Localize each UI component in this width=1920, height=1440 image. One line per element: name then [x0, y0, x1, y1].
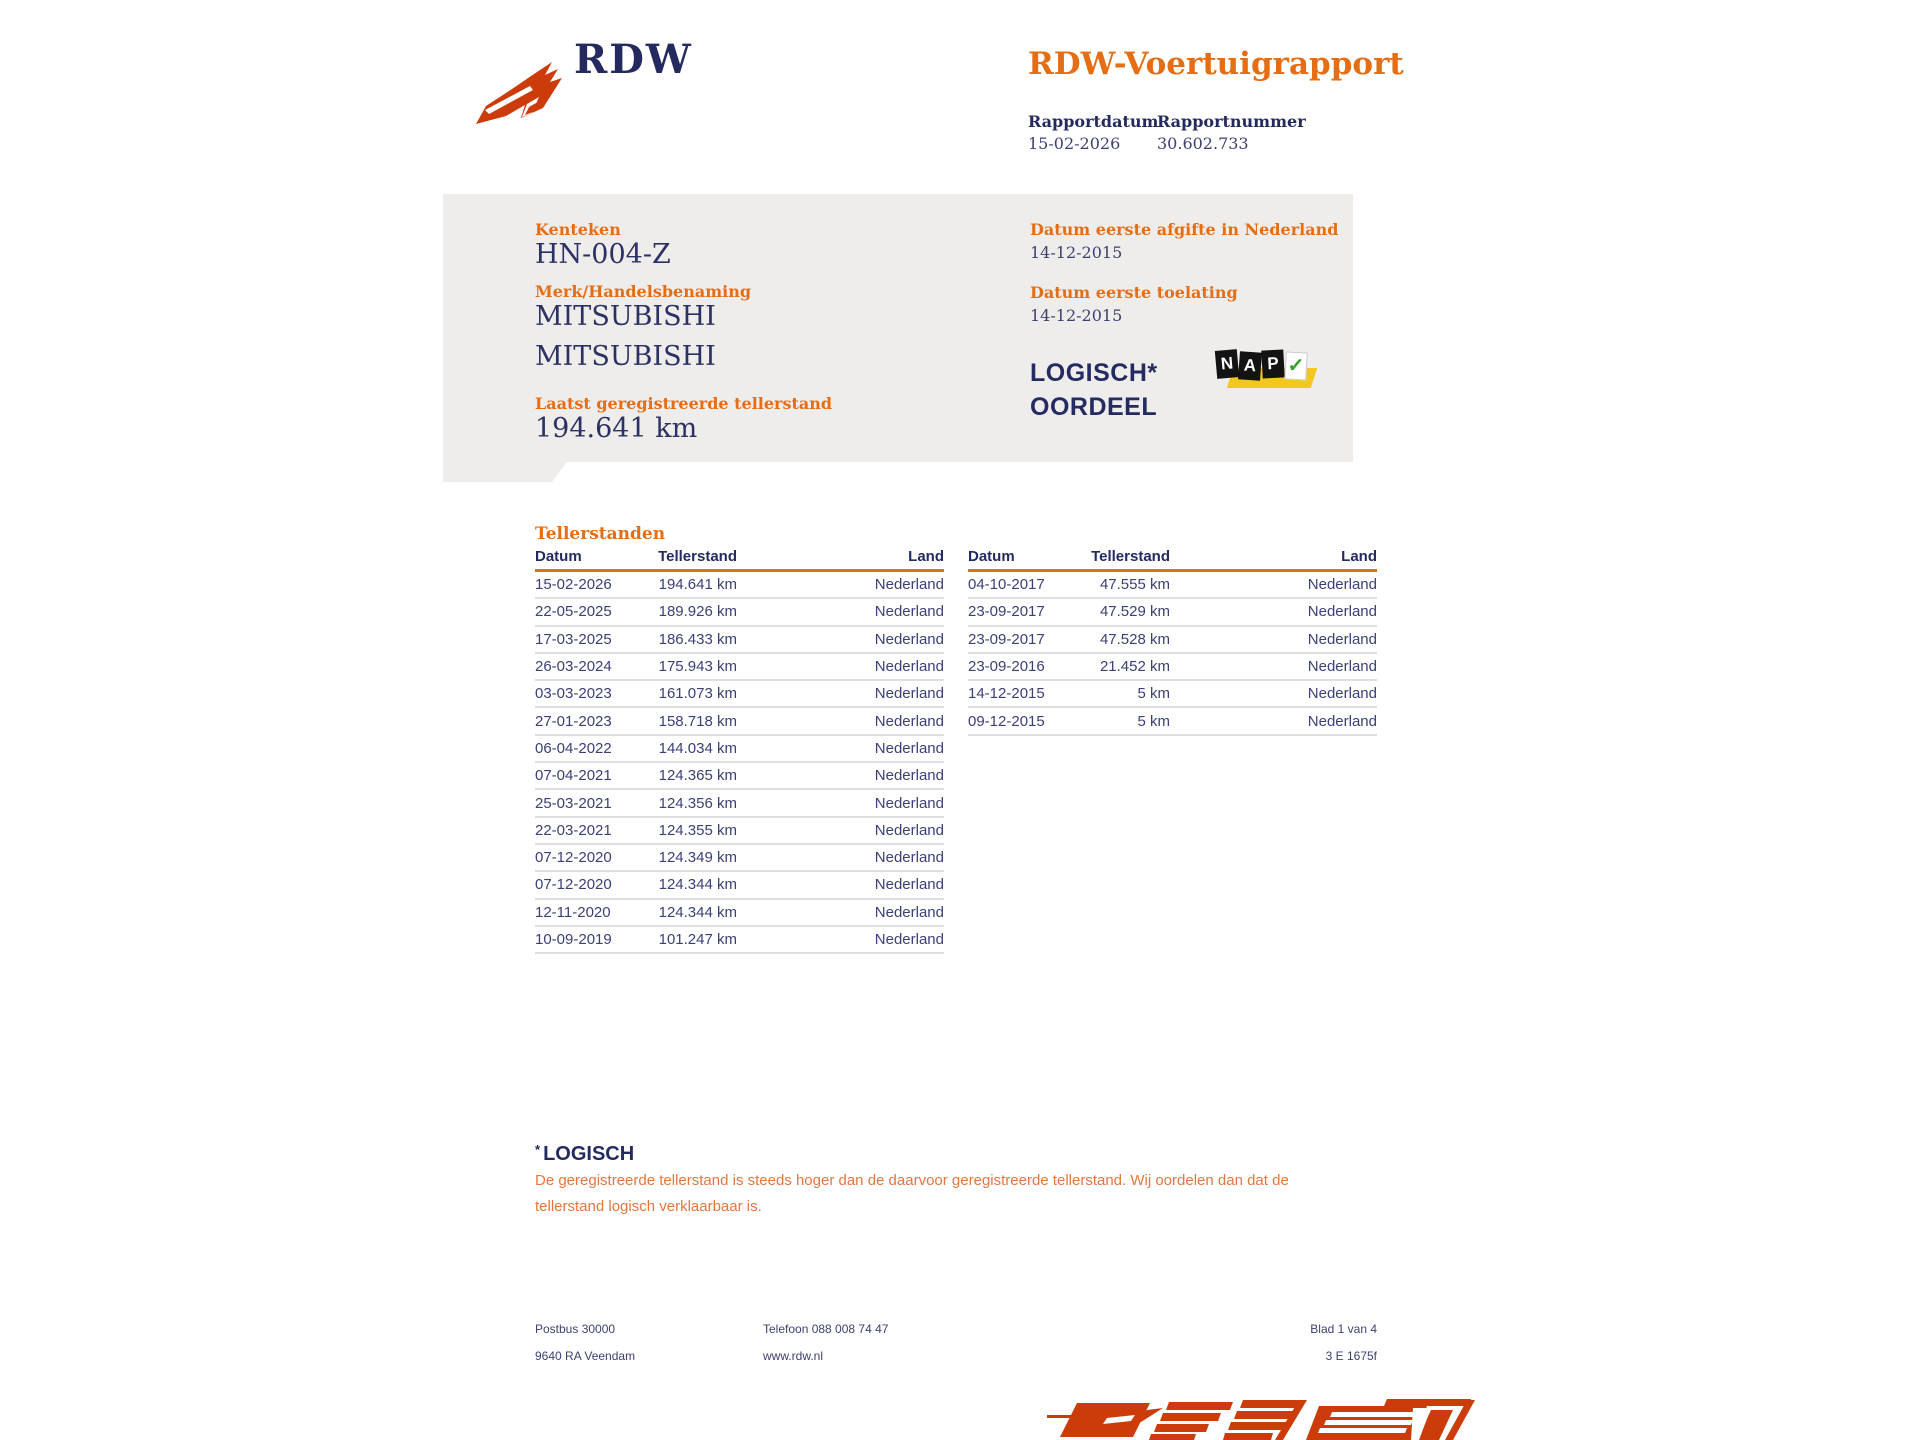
report-number-value: 30.602.733: [1157, 134, 1249, 153]
cell-datum: 04-10-2017: [968, 576, 1045, 594]
table-row: [535, 900, 944, 927]
footer-address-line2: 9640 RA Veendam: [535, 1349, 636, 1363]
footer-form-code: 3 E 1675f: [1325, 1349, 1377, 1363]
rdw-logo-icon: [472, 58, 564, 128]
table-row: [535, 790, 944, 817]
column-header-datum: Datum: [535, 548, 582, 565]
table-row: [535, 763, 944, 790]
table-row: [968, 599, 1377, 626]
toelating-value: 14-12-2015: [1030, 306, 1123, 325]
table-row: [968, 708, 1377, 735]
table-row: [535, 627, 944, 654]
footnote-line1: De geregistreerde tellerstand is steeds hoger dan de daarvoor geregistreerde tellerstand. Wij oordelen dan dat de: [535, 1172, 1289, 1189]
nap-tile-a: A: [1238, 351, 1262, 380]
cell-tellerstand: 47.528 km: [1099, 630, 1170, 648]
cell-datum: 07-04-2021: [535, 767, 612, 785]
cell-datum: 14-12-2015: [968, 685, 1045, 703]
afgifte-value: 14-12-2015: [1030, 243, 1123, 262]
footnote-title-text: LOGISCH: [543, 1143, 635, 1165]
rdw-pattern-graphic: [1047, 1398, 1477, 1440]
cell-tellerstand: 5 km: [1137, 685, 1170, 703]
cell-datum: 23-09-2016: [968, 658, 1045, 676]
cell-datum: 26-03-2024: [535, 658, 612, 676]
merk-value-line2: MITSUBISHI: [535, 341, 716, 372]
footnote-title: [535, 1142, 634, 1166]
cell-tellerstand: 194.641 km: [658, 576, 737, 594]
cell-land: Nederland: [874, 903, 944, 921]
table-row: [535, 708, 944, 735]
cell-datum: 17-03-2025: [535, 630, 612, 648]
oordeel-line2: OORDEEL: [1030, 393, 1158, 421]
cell-tellerstand: 161.073 km: [658, 685, 737, 703]
nap-tile-n: N: [1215, 349, 1239, 379]
cell-datum: 23-09-2017: [968, 630, 1045, 648]
footer-address-line1: Postbus 30000: [535, 1322, 616, 1336]
column-header-tellerstand: Tellerstand: [1091, 548, 1170, 565]
cell-tellerstand: 189.926 km: [658, 603, 737, 621]
cell-tellerstand: 124.344 km: [658, 903, 737, 921]
column-header-datum: Datum: [968, 548, 1015, 565]
report-number-label: Rapportnummer: [1157, 112, 1306, 131]
nap-check-icon: ✓: [1287, 354, 1305, 378]
cell-land: Nederland: [874, 603, 944, 621]
cell-datum: 03-03-2023: [535, 685, 612, 703]
cell-datum: 10-09-2019: [535, 931, 612, 948]
cell-tellerstand: 144.034 km: [658, 739, 737, 757]
rdw-wordmark: RDW: [574, 36, 693, 83]
table-row: [968, 654, 1377, 681]
cell-land: Nederland: [1307, 630, 1377, 648]
kenteken-value: HN-004-Z: [535, 239, 671, 270]
table-header-row: [535, 548, 944, 572]
cell-land: Nederland: [1307, 712, 1377, 730]
cell-tellerstand: 158.718 km: [658, 712, 737, 730]
table-row: [535, 599, 944, 626]
cell-land: Nederland: [1307, 576, 1377, 594]
cell-land: Nederland: [874, 821, 944, 839]
tellerstanden-table-left: [535, 548, 944, 954]
table-row: [968, 681, 1377, 708]
cell-tellerstand: 124.349 km: [658, 849, 737, 867]
cell-land: Nederland: [874, 931, 944, 948]
cell-datum: 07-12-2020: [535, 876, 612, 894]
cell-land: Nederland: [874, 576, 944, 594]
report-date-value: 15-02-2026: [1028, 134, 1121, 153]
table-row: [535, 818, 944, 845]
cell-tellerstand: 101.247 km: [658, 931, 737, 948]
laatste-tellerstand-value: 194.641 km: [535, 413, 698, 444]
cell-land: Nederland: [874, 685, 944, 703]
cell-land: Nederland: [874, 767, 944, 785]
tellerstanden-table-right: [968, 548, 1377, 736]
oordeel-line1: LOGISCH*: [1030, 359, 1158, 387]
nap-logo: [1216, 350, 1316, 392]
cell-land: Nederland: [874, 658, 944, 676]
table-row: [535, 872, 944, 899]
cell-datum: 09-12-2015: [968, 712, 1045, 730]
kenteken-label: Kenteken: [535, 220, 621, 239]
footer-page-number: Blad 1 van 4: [1310, 1322, 1377, 1336]
cell-datum: 06-04-2022: [535, 739, 612, 757]
footer-phone: Telefoon 088 008 74 47: [763, 1322, 889, 1336]
cell-datum: 27-01-2023: [535, 712, 612, 730]
cell-land: Nederland: [1307, 603, 1377, 621]
table-body: [535, 572, 944, 954]
cell-tellerstand: 124.356 km: [658, 794, 737, 812]
cell-datum: 25-03-2021: [535, 794, 612, 812]
cell-tellerstand: 21.452 km: [1099, 658, 1170, 676]
laatste-tellerstand-label: Laatst geregistreerde tellerstand: [535, 394, 833, 413]
nap-tile-p: P: [1261, 349, 1284, 378]
tellerstanden-title: Tellerstanden: [535, 524, 666, 544]
cell-datum: 22-05-2025: [535, 603, 612, 621]
oordeel-text: [1030, 356, 1158, 424]
cell-tellerstand: 5 km: [1137, 712, 1170, 730]
cell-datum: 15-02-2026: [535, 576, 612, 594]
cell-tellerstand: 47.555 km: [1099, 576, 1170, 594]
cell-land: Nederland: [874, 876, 944, 894]
cell-land: Nederland: [874, 739, 944, 757]
table-row: [535, 654, 944, 681]
table-row: [968, 627, 1377, 654]
column-header-land: Land: [1341, 548, 1377, 565]
cell-land: Nederland: [874, 849, 944, 867]
cell-datum: 07-12-2020: [535, 849, 612, 867]
cell-tellerstand: 124.344 km: [658, 876, 737, 894]
cell-tellerstand: 175.943 km: [658, 658, 737, 676]
column-header-tellerstand: Tellerstand: [658, 548, 737, 565]
cell-tellerstand: 124.355 km: [658, 821, 737, 839]
footnote-body: [535, 1168, 1335, 1220]
cell-land: Nederland: [874, 712, 944, 730]
cell-tellerstand: 186.433 km: [658, 630, 737, 648]
table-row: [535, 572, 944, 599]
merk-value-line1: MITSUBISHI: [535, 301, 716, 332]
table-row: [535, 927, 944, 954]
toelating-label: Datum eerste toelating: [1030, 283, 1238, 302]
footnote-line2: tellerstand logisch verklaarbaar is.: [535, 1198, 762, 1215]
cell-datum: 12-11-2020: [535, 903, 611, 921]
report-title: RDW-Voertuigrapport: [1028, 46, 1404, 82]
cell-land: Nederland: [1307, 685, 1377, 703]
footnote-asterisk: *: [535, 1142, 541, 1157]
report-date-label: Rapportdatum: [1028, 112, 1159, 131]
nap-tile-check: [1284, 351, 1307, 380]
cell-land: Nederland: [1307, 658, 1377, 676]
table-row: [535, 845, 944, 872]
table-body: [968, 572, 1377, 736]
cell-datum: 22-03-2021: [535, 821, 612, 839]
cell-tellerstand: 124.365 km: [658, 767, 737, 785]
table-row: [968, 572, 1377, 599]
cell-land: Nederland: [874, 630, 944, 648]
afgifte-label: Datum eerste afgifte in Nederland: [1030, 220, 1339, 239]
cell-datum: 23-09-2017: [968, 603, 1045, 621]
merk-label: Merk/Handelsbenaming: [535, 282, 752, 301]
footer-website: www.rdw.nl: [763, 1349, 824, 1363]
cell-land: Nederland: [874, 794, 944, 812]
cell-tellerstand: 47.529 km: [1099, 603, 1170, 621]
table-header-row: [968, 548, 1377, 572]
table-row: [535, 736, 944, 763]
table-row: [535, 681, 944, 708]
column-header-land: Land: [908, 548, 944, 565]
